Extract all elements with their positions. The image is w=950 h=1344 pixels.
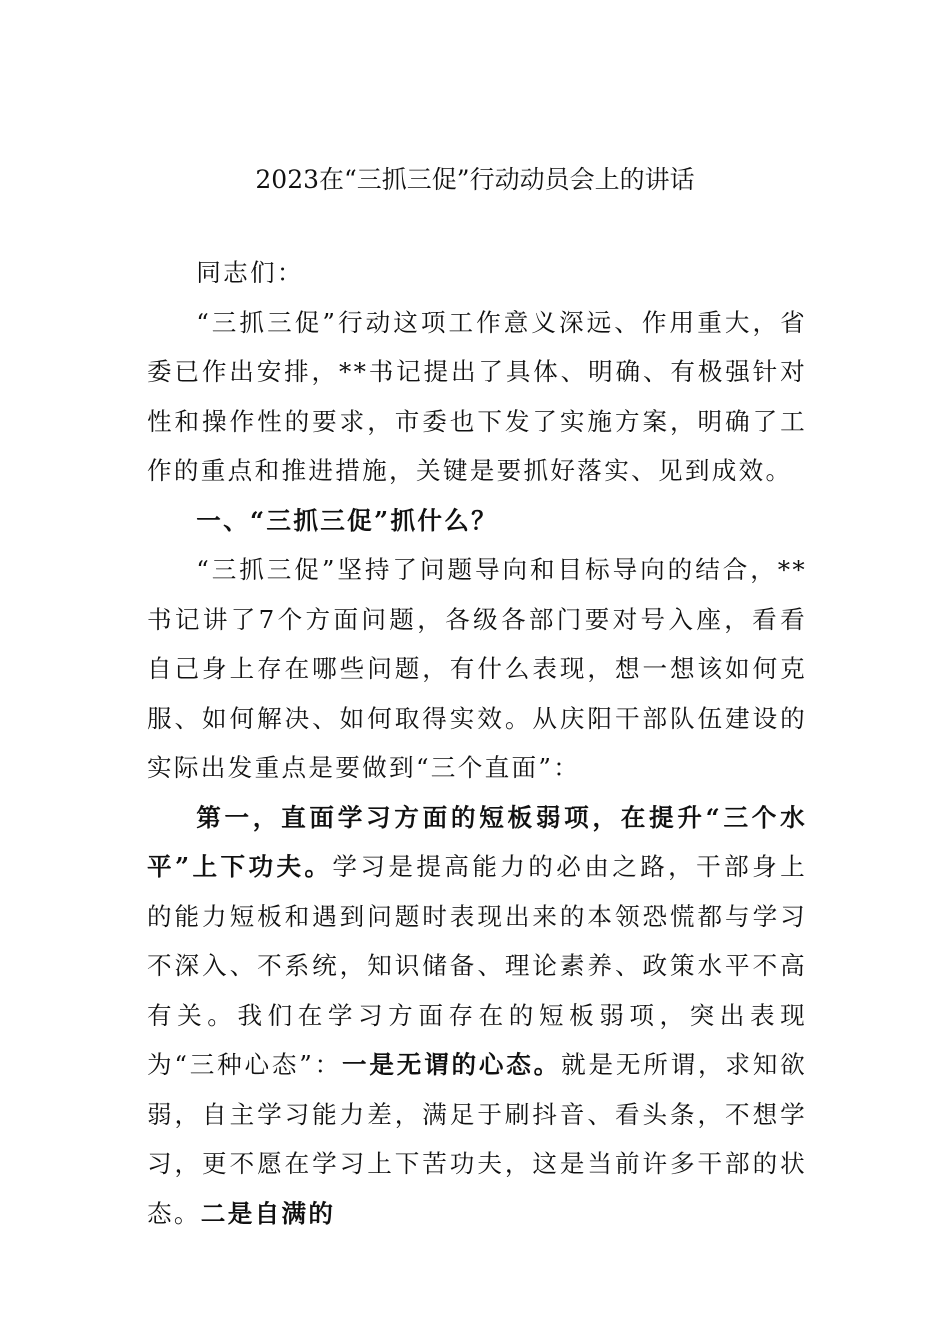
sub-point-text: 就是无所谓，求知欲弱，自主学习能力差，满足于刷抖音、看头条，不想学习，更不愿在学习上下苦功夫，这是当前许多干部的状态。 [147,1050,808,1228]
document-title: 2023在“三抓三促”行动动员会上的讲话 [255,165,695,194]
section-paragraph: “三抓三促”坚持了问题导向和目标导向的结合，**书记讲了7个方面问题，各级各部门要对号入座，看看自己身上存在哪些问题，有什么表现，想一想该如何克服、如何解决、如何取得实效。从庆阳干部队伍建设的实际出发重点是要做到“三个直面”： [147,555,807,782]
intro-paragraph: “三抓三促”行动这项工作意义深远、作用重大，省委已作出安排，**书记提出了具体、明确、有极强针对性和操作性的要求，市委也下发了实施方案，明确了工作的重点和推进措施，关键是要抓好落实、见到成效。 [147,307,807,485]
point-paragraph [147,793,807,1239]
section-heading: 一、“三抓三促”抓什么？ [196,505,499,535]
sub-point-lead: 一是无谓的心态。 [342,1050,562,1079]
salutation: 同志们： [196,258,304,287]
point-text: 学习是提高能力的必由之路，干部身上的能力短板和遇到问题时表现出来的本领恐慌都与学习不深入、不系统，知识储备、理论素养、政策水平不高有关。我们在学习方面存在的短板弱项，突出表现为“三种心态”： [147,852,807,1079]
sub-point-lead-2: 二是自满的 [200,1198,336,1228]
point-lead: 第一，直面学习方面的短板弱项，在提升“三个水平”上下功夫。 [147,802,807,881]
document-body [147,248,807,1238]
